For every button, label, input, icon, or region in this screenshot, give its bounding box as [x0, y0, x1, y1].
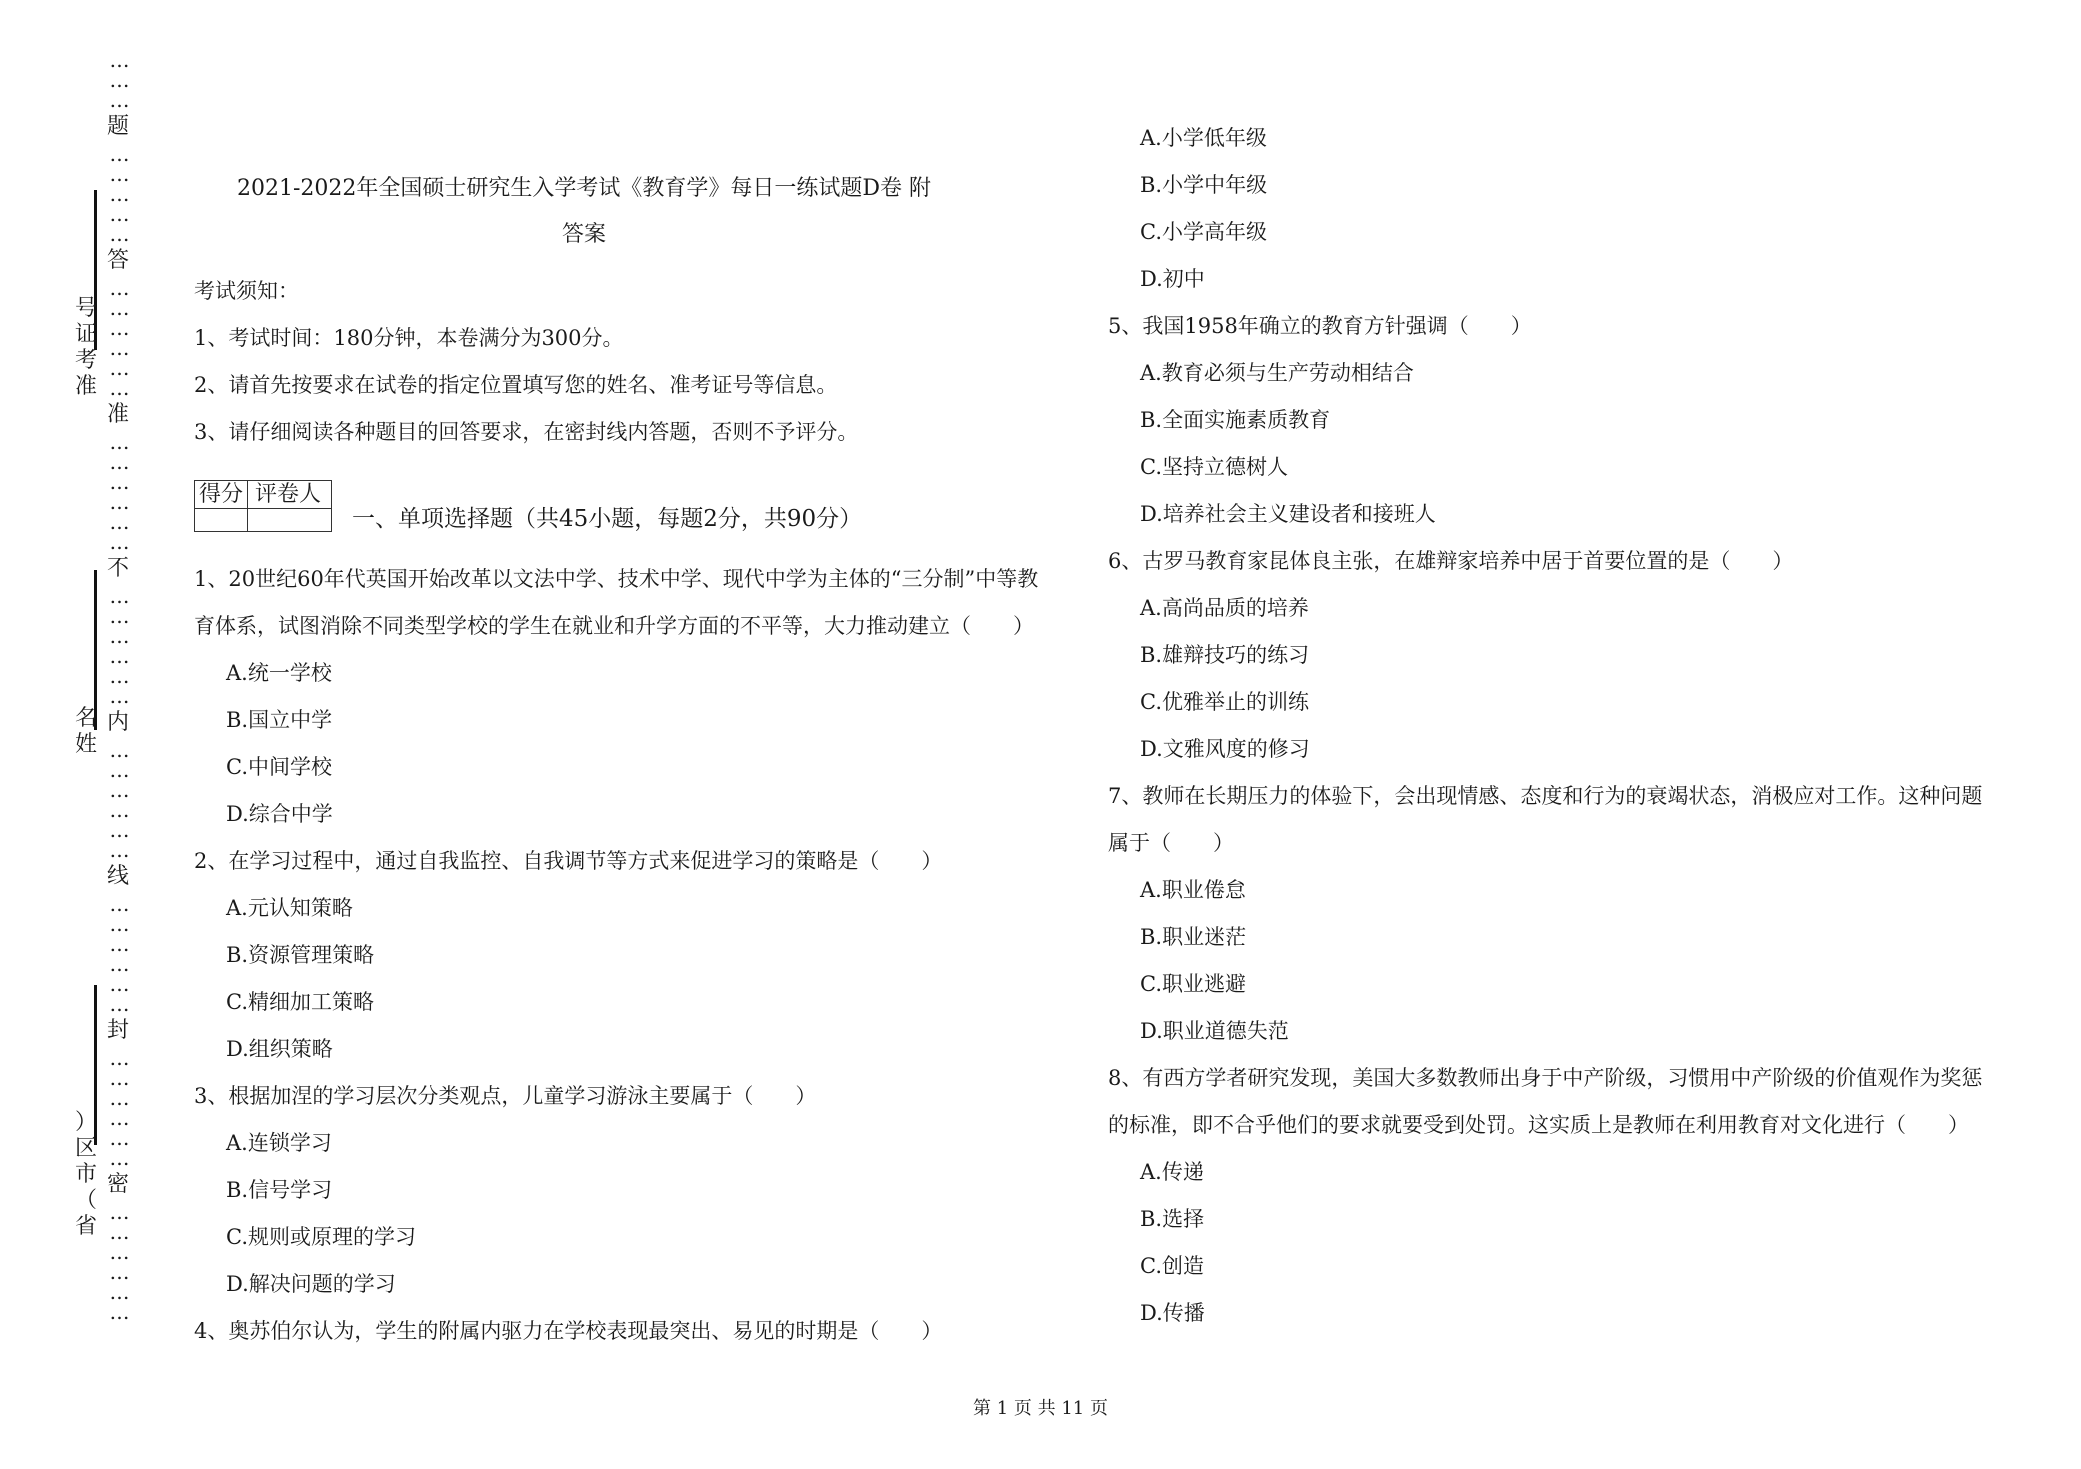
seal-dot: …	[109, 490, 127, 514]
margin-label-char: （	[74, 1188, 97, 1213]
seal-dot: …	[109, 1240, 127, 1264]
answer-option[interactable]: B.小学中年级	[1140, 173, 1268, 197]
answer-option[interactable]: C.优雅举止的训练	[1140, 690, 1309, 714]
notice-item: 3、请仔细阅读各种题目的回答要求，在密封线内答题，否则不予评分。	[194, 420, 859, 444]
seal-dot: …	[109, 912, 127, 936]
answer-option[interactable]: C.精细加工策略	[226, 990, 374, 1014]
seal-dot: …	[109, 952, 127, 976]
score-box	[194, 480, 332, 532]
answer-option[interactable]: D.培养社会主义建设者和接班人	[1140, 502, 1436, 526]
question-text: 2、在学习过程中，通过自我监控、自我调节等方式来促进学习的策略是（ ）	[194, 849, 943, 873]
answer-option[interactable]: A.高尚品质的培养	[1140, 596, 1309, 620]
notice-item: 1、考试时间：180分钟，本卷满分为300分。	[194, 326, 624, 350]
notice-heading: 考试须知：	[194, 279, 299, 303]
seal-dot: …	[109, 296, 127, 320]
answer-option[interactable]: A.连锁学习	[226, 1131, 332, 1155]
score-box-divider	[195, 508, 331, 509]
seal-dot: …	[109, 664, 127, 688]
question-text: 属于（ ）	[1108, 831, 1234, 855]
title-line-2: 答案	[561, 222, 606, 247]
exam-title	[194, 166, 974, 258]
margin-label-char: 姓	[74, 732, 97, 757]
seal-dot: …	[109, 1086, 127, 1110]
seal-dot: …	[109, 684, 127, 708]
seal-dot: …	[109, 1046, 127, 1070]
question-text: 的标准，即不合乎他们的要求就要受到处罚。这实质上是教师在利用教育对文化进行（ ）	[1108, 1113, 1969, 1137]
seal-dot: …	[109, 738, 127, 762]
page-footer: 第 1 页 共 11 页	[973, 1398, 1108, 1419]
seal-dot: …	[109, 972, 127, 996]
question-text: 育体系，试图消除不同类型学校的学生在就业和升学方面的不平等，大力推动建立（ ）	[194, 614, 1034, 638]
seal-dot: …	[109, 68, 127, 92]
seal-dot: …	[109, 758, 127, 782]
answer-option[interactable]: A.统一学校	[226, 661, 332, 685]
answer-option[interactable]: A.传递	[1140, 1160, 1204, 1184]
seal-dot: …	[109, 510, 127, 534]
answer-option[interactable]: B.信号学习	[226, 1178, 333, 1202]
answer-option[interactable]: D.组织策略	[226, 1037, 333, 1061]
margin-label-char: 名	[74, 706, 97, 731]
seal-dot: …	[109, 818, 127, 842]
section-title: 一、单项选择题（共45小题，每题2分，共90分）	[352, 506, 863, 532]
seal-dot: …	[109, 798, 127, 822]
answer-option[interactable]: A.元认知策略	[226, 896, 353, 920]
seal-dot: …	[109, 1200, 127, 1224]
score-label: 得分	[199, 482, 244, 507]
seal-dot: …	[109, 88, 127, 112]
title-line-1: 2021-2022年全国硕士研究生入学考试《教育学》每日一练试题D卷 附	[236, 176, 932, 201]
seal-dot: …	[109, 222, 127, 246]
seal-dot: …	[109, 838, 127, 862]
question-text: 3、根据加涅的学习层次分类观点，儿童学习游泳主要属于（ ）	[194, 1084, 817, 1108]
seal-dot: …	[109, 604, 127, 628]
answer-option[interactable]: C.坚持立德树人	[1140, 455, 1288, 479]
seal-dot: …	[109, 1280, 127, 1304]
question-text: 8、有西方学者研究发现，美国大多数教师出身于中产阶级，习惯用中产阶级的价值观作为奖惩	[1108, 1066, 1983, 1090]
margin-label-char: 考	[74, 348, 97, 373]
answer-option[interactable]: B.选择	[1140, 1207, 1205, 1231]
question-text: 7、教师在长期压力的体验下，会出现情感、态度和行为的衰竭状态，消极应对工作。这种问题	[1108, 784, 1983, 808]
answer-option[interactable]: B.全面实施素质教育	[1140, 408, 1331, 432]
answer-option[interactable]: B.职业迷茫	[1140, 925, 1247, 949]
label-region	[73, 1110, 99, 1240]
label-exam-number	[73, 296, 99, 400]
seal-dot: …	[109, 162, 127, 186]
seal-dot: …	[109, 336, 127, 360]
answer-option[interactable]: C.规则或原理的学习	[226, 1225, 416, 1249]
question-text: 4、奥苏伯尔认为，学生的附属内驱力在学校表现最突出、易见的时期是（ ）	[194, 1319, 943, 1343]
seal-dot: …	[109, 48, 127, 72]
seal-word: 准	[106, 402, 129, 427]
margin-label-char: 省	[74, 1214, 97, 1239]
seal-dot: …	[109, 644, 127, 668]
seal-word: 题	[106, 114, 129, 139]
grader-label: 评卷人	[255, 482, 322, 507]
seal-dot: …	[109, 584, 127, 608]
notice-item: 2、请首先按要求在试卷的指定位置填写您的姓名、准考证号等信息。	[194, 373, 838, 397]
answer-option[interactable]: B.资源管理策略	[226, 943, 375, 967]
seal-dot: …	[109, 1066, 127, 1090]
seal-dot: …	[109, 316, 127, 340]
seal-dot: …	[109, 892, 127, 916]
answer-option[interactable]: B.雄辩技巧的练习	[1140, 643, 1310, 667]
answer-option[interactable]: C.创造	[1140, 1254, 1204, 1278]
answer-option[interactable]: D.综合中学	[226, 802, 333, 826]
seal-dot: …	[109, 778, 127, 802]
seal-dot: …	[109, 1220, 127, 1244]
answer-option[interactable]: C.小学高年级	[1140, 220, 1267, 244]
margin-label-char: 市	[74, 1162, 97, 1187]
answer-option[interactable]: D.传播	[1140, 1301, 1205, 1325]
seal-dot: …	[109, 1146, 127, 1170]
seal-dot: …	[109, 1260, 127, 1284]
question-text: 1、20世纪60年代英国开始改革以文法中学、技术中学、现代中学为主体的“三分制”中等教	[194, 567, 1039, 591]
seal-dot: …	[109, 450, 127, 474]
seal-dot: …	[109, 276, 127, 300]
label-name	[73, 706, 99, 758]
binding-margin	[0, 0, 170, 1469]
margin-label-char: 号	[74, 296, 97, 321]
answer-option[interactable]: C.中间学校	[226, 755, 332, 779]
margin-label-char: 区	[74, 1136, 97, 1161]
seal-dot: …	[109, 376, 127, 400]
answer-option[interactable]: B.国立中学	[226, 708, 333, 732]
question-text: 5、我国1958年确立的教育方针强调（ ）	[1108, 314, 1532, 338]
question-text: 6、古罗马教育家昆体良主张，在雄辩家培养中居于首要位置的是（ ）	[1108, 549, 1794, 573]
seal-dot: …	[109, 624, 127, 648]
answer-option[interactable]: A.小学低年级	[1140, 126, 1267, 150]
seal-dot: …	[109, 992, 127, 1016]
seal-word: 答	[106, 248, 129, 273]
seal-dot: …	[109, 1106, 127, 1130]
answer-option[interactable]: D.职业道德失范	[1140, 1019, 1289, 1043]
seal-dot: …	[109, 142, 127, 166]
seal-dot: …	[109, 530, 127, 554]
answer-option[interactable]: D.初中	[1140, 267, 1205, 291]
margin-label-char: 证	[74, 322, 97, 347]
answer-option[interactable]: D.文雅风度的修习	[1140, 737, 1310, 761]
answer-option[interactable]: C.职业逃避	[1140, 972, 1246, 996]
seal-dot: …	[109, 1300, 127, 1324]
seal-dot: …	[109, 356, 127, 380]
answer-option[interactable]: D.解决问题的学习	[226, 1272, 396, 1296]
answer-option[interactable]: A.职业倦怠	[1140, 878, 1246, 902]
margin-label-char: 准	[74, 374, 97, 399]
seal-dot: …	[109, 202, 127, 226]
seal-dot: …	[109, 182, 127, 206]
seal-dot: …	[109, 470, 127, 494]
seal-word: 密	[106, 1172, 129, 1197]
seal-word: 内	[106, 710, 129, 735]
seal-word: 封	[106, 1018, 129, 1043]
seal-dot: …	[109, 430, 127, 454]
score-box-divider	[247, 481, 248, 531]
seal-word: 线	[106, 864, 129, 889]
answer-option[interactable]: A.教育必须与生产劳动相结合	[1140, 361, 1414, 385]
seal-dot: …	[109, 932, 127, 956]
margin-label-char: ）	[74, 1110, 97, 1135]
seal-word: 不	[106, 556, 129, 581]
seal-line-column	[104, 50, 132, 1380]
seal-dot: …	[109, 1126, 127, 1150]
